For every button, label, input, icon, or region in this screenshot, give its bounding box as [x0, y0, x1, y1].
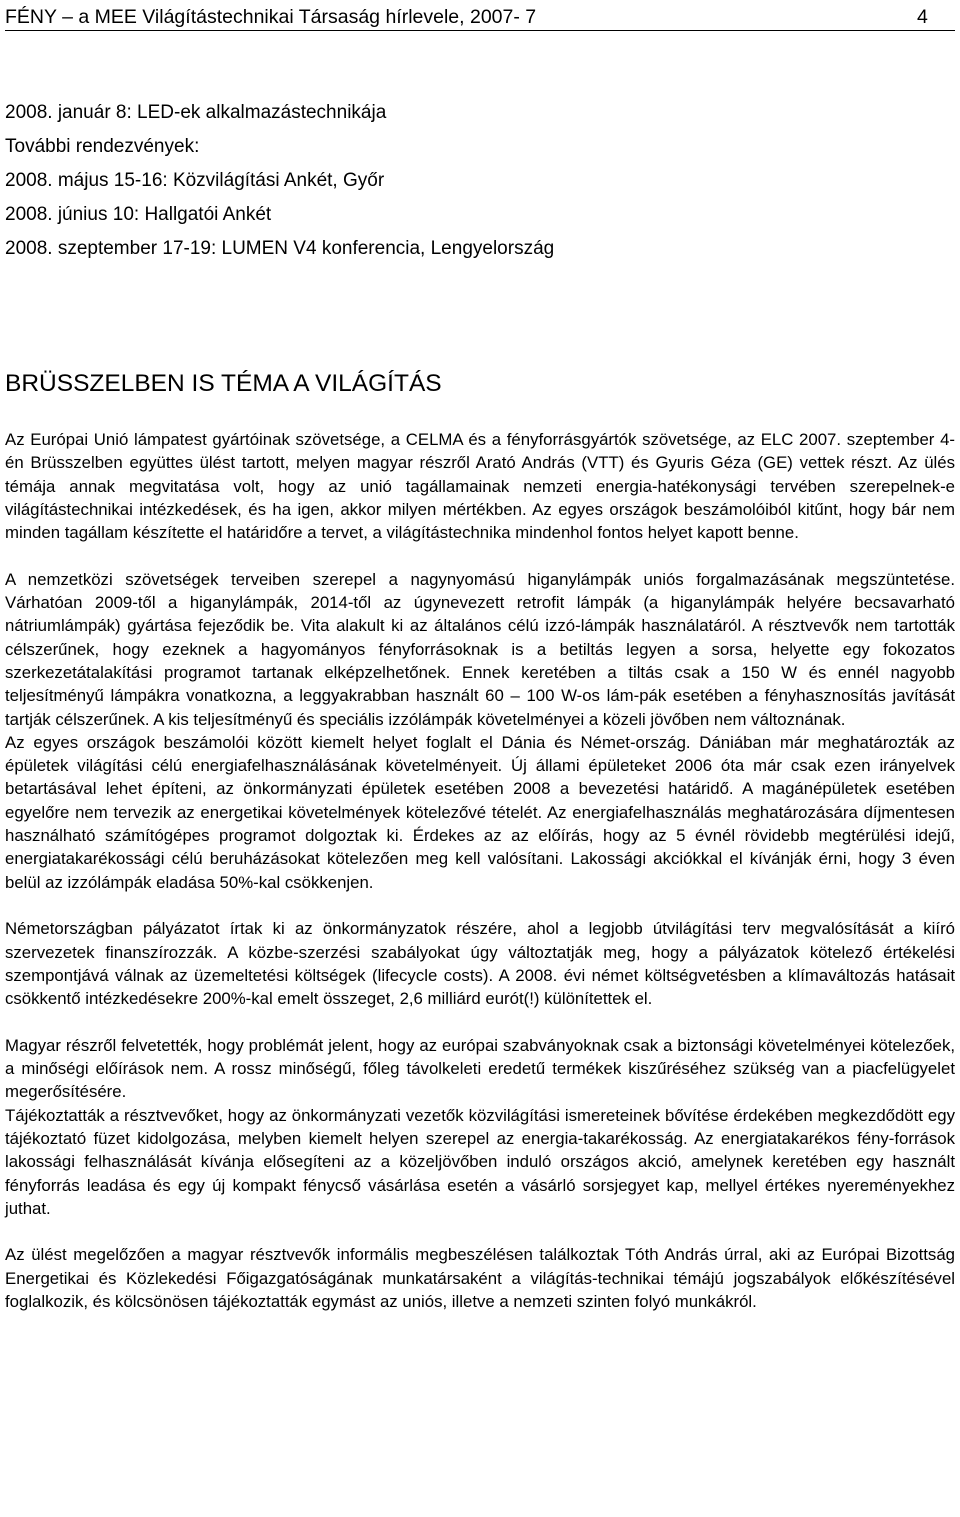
- article-paragraph: A nemzetközi szövetségek terveiben szerepel a nagynyomású higanylámpák uniós forgalmazásának megszüntetése. Várhatóan 2009-től a higanylámpák, 2014-től az úgynevezett retrofit lámpák (a higanylámpák helyére becsavarható nátriumlámpák) gyártása fejeződik be. Vita alakult ki az általános célú izzó-lámpák használatáról. A résztvevők nem tartották célszerűnek, hogy ezeknek a hagyományos fényforrásoknak is a betiltás legyen a sorsa, helyette egy fokozatos szerkezetátalakítási programot tartanak elképzelhetőnek. Ennek keretében a tiltás csak a 150 W és ennél nagyobb teljesítményű lámpákra vonatkozna, a leggyakrabban használt 60 – 100 W-os lám-pák esetében a fényhasznosítás javítását tartják célszerűnek. A kis teljesítményű és speciális izzólámpák követelményei a közeli jövőben nem változnának.: [5, 569, 955, 729]
- running-header: [5, 4, 955, 31]
- newsletter-title: FÉNY – a MEE Világítástechnikai Társaság hírlevele, 2007- 7: [5, 6, 537, 28]
- event-item: 2008. január 8: LED-ek alkalmazástechnikája: [5, 102, 387, 123]
- article-paragraph: Az Európai Unió lámpatest gyártóinak szövetsége, a CELMA és a fényforrásgyártók szövetsége, az ELC 2007. szeptember 4-én Brüsszelben együttes ülést tartott, melyen magyar részről Arató András (VTT) és Gyuris Géza (GE) vettek részt. Az ülés témája annak megvitatása volt, hogy az unió tagállamainak nemzeti energia-hatékonysági tervében szerepelnek-e világítástechnikai intézkedések, és ha igen, akkor milyen mértékben. Az egyes országok beszámolóiból kitűnt, hogy bár nem minden tagállam készítette el határidőre a tervet, a világítástechnika mindenhol fontos helyet kapott benne.: [5, 430, 955, 543]
- events-subheading: További rendezvények:: [5, 136, 200, 157]
- event-item: 2008. május 15-16: Közvilágítási Ankét, Győr: [5, 170, 385, 191]
- event-list: [5, 96, 955, 266]
- event-item: 2008. szeptember 17-19: LUMEN V4 konferencia, Lengyelország: [5, 238, 555, 259]
- page-number: 4: [917, 6, 928, 28]
- article-paragraph: Az egyes országok beszámolói között kiemelt helyet foglalt el Dánia és Német-ország. Dániában már meghatározták az épületek világítási célú energiafelhasználásának követelményeit. Új állami épületeket 2006 óta már csak ezen irányelvek betartásával lehet építeni, az önkormányzati épületek esetében 2008 a bevezetési határidő. A magánépületek esetében egyelőre nem tervezik az energetikai követelmények kötelezővé tételét. Az energiafelhasználás meghatározására díjmentesen használható számítógépes programot dolgoztak ki. Érdekes az az előírás, hogy az 5 évnél rövidebb megtérülési idejű, energiatakarékossági célú beruházásokat kötelezően meg kell valósítani. Lakossági akciókkal el kívánják érni, hogy 3 éven belül az izzólámpák eladása 50%-kal csökkenjen.: [5, 732, 955, 892]
- article-paragraph: Az ülést megelőzően a magyar résztvevők informális megbeszélésen találkoztak Tóth András úrral, aki az Európai Bizottság Energetikai és Közlekedési Főigazgatóságának munkatársaként a világítás-technikai témájú jogszabályok előkészítésével foglalkozik, és kölcsönösen tájékoztatták egymást az uniós, illetve a nemzeti szinten folyó munkákról.: [5, 1245, 955, 1311]
- article-paragraph: Tájékoztatták a résztvevőket, hogy az önkormányzati vezetők közvilágítási ismereteinek bővítése érdekében megkezdődött egy tájékoztató füzet kidolgozása, melyben kiemelt helyen szerepel az energia-takarékosság. Az energiatakarékos fény-források lakossági felhasználását kívánja elősegíteni az a közeljövőben induló országos akció, amelynek keretében egy használt fényforrás leadása és egy új kompakt fénycső vásárlása esetén a vásárló sorsjegyet kap, mellyel értékes nyereményekhez juthat.: [5, 1105, 955, 1218]
- article-body: [5, 428, 955, 1313]
- article-paragraph: Németországban pályázatot írtak ki az önkormányzatok részére, ahol a legjobb útvilágítási terv megvalósítását a kiíró szervezetek finanszírozzák. A közbe-szerzési szabályokat úgy változtatják meg, hogy a pályázatok kötelező értékelési szempontjává válnak az üzemeltetési költségek (lifecycle costs). A 2008. évi német költségvetésben a klímaváltozás hatásait csökkentő intézkedésekre 200%-kal emelt összeget, 2,6 milliárd eurót(!) különítettek el.: [5, 919, 955, 1009]
- article-paragraph: Magyar részről felvetették, hogy problémát jelent, hogy az európai szabványoknak csak a biztonsági követelményei kötelezőek, a minőségi előírások nem. A rossz minőségű, főleg távolkeleti eredetű termékek kiszűréséhez szükség van a piacfelügyelet megerősítésére.: [5, 1035, 955, 1102]
- article-heading: BRÜSSZELBEN IS TÉMA A VILÁGÍTÁS: [5, 370, 442, 397]
- event-item: 2008. június 10: Hallgatói Ankét: [5, 204, 272, 225]
